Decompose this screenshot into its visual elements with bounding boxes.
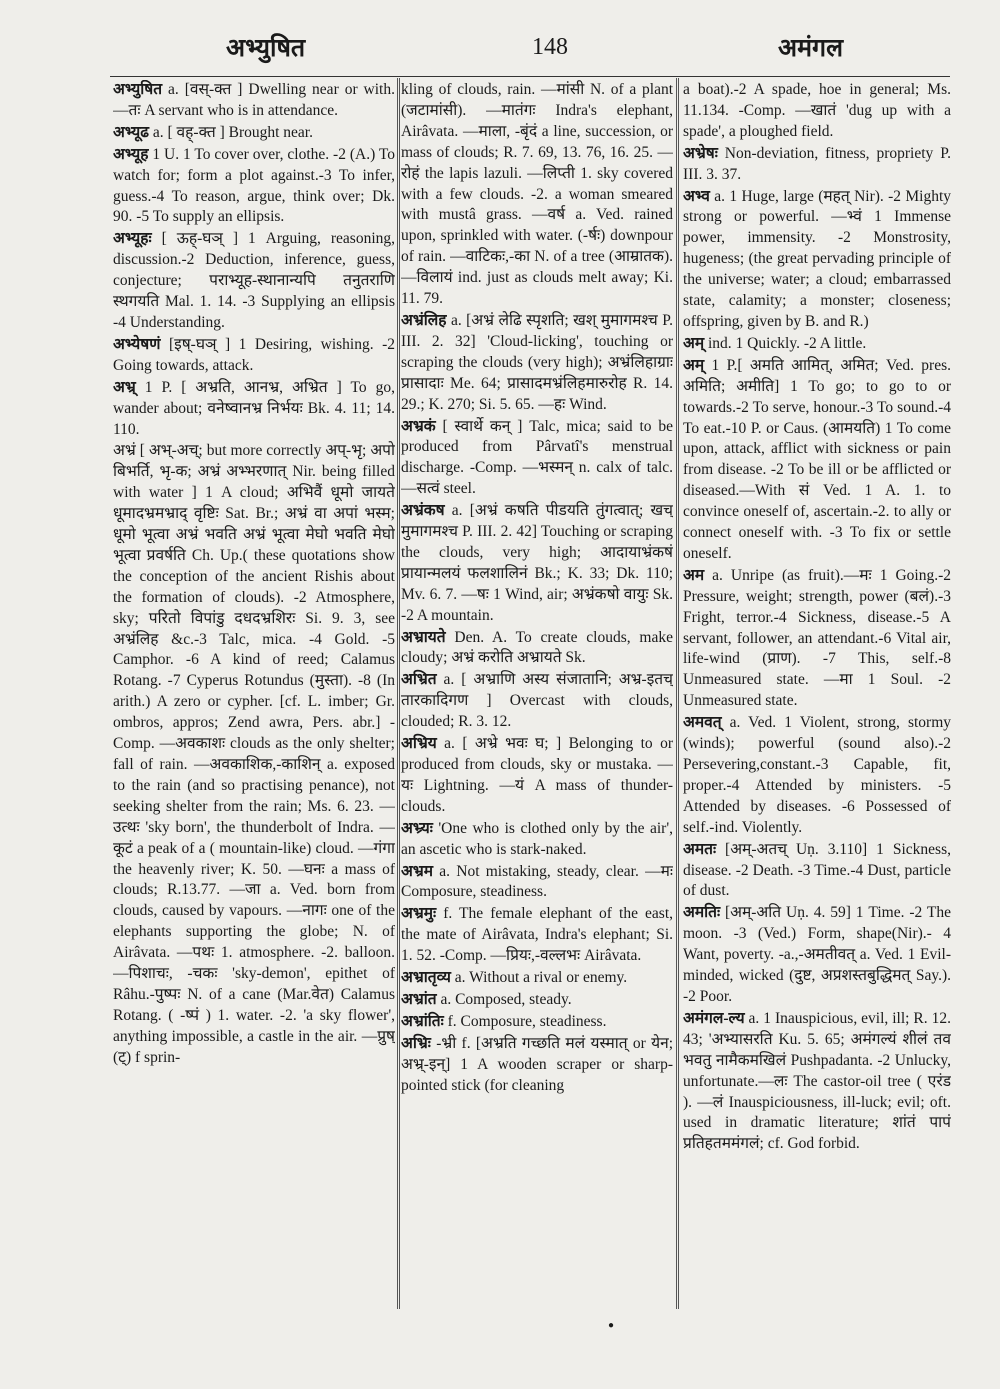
entry-definition: 1 U. 1 To cover over, clothe. -2 (A.) To watch for; form a plot against.-3 To infer, guess.-4 To reason, argue, think over; Dk. 90. -5 To supply an ellipsis.: [113, 145, 395, 226]
entry-headword: अभ्रम: [401, 862, 434, 880]
entry-definition: [अम्-अतच् Uṇ. 3.110] 1 Sickness, disease. -2 Death. -3 Time.-4 Dust, particle of dust.: [683, 840, 951, 900]
dictionary-entry: [683, 840, 951, 903]
entry-definition: ind. 1 Quickly. -2 A little.: [704, 334, 867, 352]
entry-definition: 1 P. [ अभ्रति, आनभ्र, अभ्रित ] To go, wander about; वनेष्वानभ्र निर्भयः Bk. 4. 11; 14. 110.: [113, 378, 395, 438]
entry-definition: 1 P.[ अमति आमित्, अमित; Ved. pres. अमिति; अमीति] 1 To go; to go to or towards.-2 To serve, honour.-3 To sound.-4 To eat.-10 P. or Caus. (आमयति) 1 To come upon, attack, afflict with sickness or pain from disease. -2 To be ill or be afflicted or diseased.—With सं Ved. 1 A. 1. to convince oneself of, ascertain.-2. to ally or connect oneself with. -3 To fix or settle oneself.: [683, 356, 951, 562]
entry-headword: अभ्र्: [113, 378, 136, 396]
column-divider: [676, 78, 677, 1309]
entry-definition: kling of clouds, rain. —मांसी N. of a plant (जटामांसी). —मातंगः Indra's elephant, Airâvata. —माला, -बृंदं a line, succession, or mass of clouds; R. 7. 69, 13. 76, 16. 25. —रोहं the lapis lazuli. —लिप्ती 1. sky covered with a few clouds. -2. a woman smeared with mustâ grass. —वर्ष a. Ved. rained upon, sprinkled with water. (-र्षः) downpour of rain. —वाटिकः,-का N. of a tree (आम्रातक). —विलायं ind. just as clouds melt away; Ki. 11. 79.: [401, 81, 673, 308]
dictionary-entry: [113, 378, 395, 441]
entry-definition: a. Unripe (as fruit).—मः 1 Going.-2 Pressure, weight; strength, power (बलं).-3 Fright, terror.-4 Sickness, disease.-5 A servant, follower, an attendant.-6 Vital air, life-wind (प्राण). -7 This, self.-8 Unmeasured state. —मा 1 Soul. -2 Unmeasured state.: [683, 566, 951, 710]
entry-definition: a. Composed, steady.: [436, 990, 572, 1008]
header-right-guideword: अमंगल: [778, 35, 844, 62]
entry-headword: अमतिः: [683, 904, 721, 922]
entry-headword: अम्: [683, 334, 705, 352]
entry-headword: अम: [683, 566, 705, 584]
entry-headword: अमतः: [683, 840, 717, 858]
entry-headword: अभ्रमुः: [401, 905, 437, 923]
entry-headword: अभ्यूढ: [113, 123, 150, 141]
entry-headword: अभ्रंकष: [401, 502, 445, 520]
entry-headword: अभ्रकं: [401, 417, 436, 435]
page-header: [0, 0, 1000, 74]
entry-definition: [इष्-घञ् ] 1 Desiring, wishing. -2 Going towards, attack.: [113, 335, 395, 374]
entry-definition: [अम्-अति Uṇ. 4. 59] 1 Time. -2 The moon. -3 (Ved.) Form, shape(Nir).- 4 Want, poverty. -a.,-अमतीवत् a. Ved. 1 Evil-minded, wicked (दुष्ट, अप्रशस्तबुद्धिमत् Say.). -2 Poor.: [683, 904, 951, 1005]
column-3: [683, 80, 951, 1309]
column-divider: [397, 78, 398, 1309]
entry-definition: a. 1 Inauspicious, evil, ill; R. 12. 43; 'अभ्यासरति Ku. 5. 65; अमंगल्यं शीलं तव भवतु नामैकमखिलं Pushpadanta. -2 Unlucky, unfortunate.—लः The castor-oil tree ( एरंड ). —लं Inauspiciousness, ill-luck; evil; oft. used in dramatic literature; शांतं पापं प्रतिहतममंगलं; cf. God forbid.: [683, 1009, 951, 1153]
page-mark: ●: [608, 1320, 615, 1331]
dictionary-entry: [401, 628, 673, 670]
dictionary-entry: [683, 187, 951, 333]
entry-definition: a. [ अभ्रे भवः घ; ] Belonging to or produced from clouds, sky or mustaka. —यः Lightning. —यं A mass of thunder-clouds.: [401, 735, 673, 815]
entry-definition: a. 1 Huge, large (महत् Nir). -2 Mighty strong or powerful. —भ्वं 1 Immense power, immensity. -2 Monstrosity, hugeness; (the great pervading principle of the universe; water; a cloud; embarrassed state, calamity; a monster; closeness; offspring, given by B. and R.): [683, 187, 951, 330]
column-1: [113, 80, 395, 1309]
column-2: [401, 80, 673, 1309]
dictionary-entry: [113, 80, 395, 122]
entry-definition: a. [वस्-क्त ] Dwelling near or with. —तः A servant who is in attendance.: [113, 81, 395, 119]
column-divider: [678, 78, 679, 1309]
dictionary-entry: [113, 441, 395, 1068]
page-number: 148: [532, 34, 568, 60]
entry-definition: a. Not mistaking, steady, clear. —मः Composure, steadiness.: [401, 862, 673, 901]
dictionary-entry: [113, 123, 395, 144]
entry-headword: अभ्यूह: [113, 145, 149, 163]
entry-headword: अभ्रंलिह: [401, 311, 447, 329]
entry-headword: अभ्रांत: [401, 990, 437, 1008]
entry-headword: अभ्व: [683, 187, 710, 205]
entry-headword: अभ्रित: [401, 671, 437, 689]
dictionary-entry: [113, 145, 395, 229]
entry-definition: a boat).-2 A spade, hoe in general; Ms. 11.134. -Comp. —खातं 'dug up with a spade', a ploughed field.: [683, 81, 951, 140]
entry-headword: अभ्रातृव्य: [401, 969, 451, 987]
entry-headword: अमवत्: [683, 714, 722, 732]
entry-definition: अभ्रं [ अभ्-अच्; but more correctly अप्-भृ; अपो बिभर्ति, भृ-क; अभ्रं अभ्भरणात् Nir. being filled with water ] 1 A cloud; अभिवैं धूमो जायते धूमादभ्रमभ्राद् वृष्टिः Sat. Br.; अभ्रं वा अपां भस्म; धूमो भूत्वा अभ्रं भवति अभ्रं भूत्वा मेघो भवति मेघो भूत्वा प्रवर्षति Ch. Up.( these quotations show the conception of the ancient Rishis about the formation of clouds). -2 Atmosphere, sky; परितो विपांडु दधदभ्रशिरः Si. 9. 3, see अभ्रंलिह &c.-3 Talc, mica. -4 Gold. -5 Camphor. -6 A kind of reed; Calamus Rotang. -7 Cyperus Rotundus (मुस्ता). -8 (In arith.) A zero or cypher. [cf. L. imber; Gr. ombros, appros; Zend awra, Pers. abr.] -Comp. —अवकाशः clouds as the only shelter; fall of rain. —अवकाशिक,-काशिन् a. exposed to the rain (and so practising penance), not seeking shelter from the rain; Ms. 6. 23. —उत्थः 'sky born', the thunderbolt of Indra. —कूटं a peak of a ( mountain-like) cloud. —गंगा the heavenly river; K. 50. —घनः a mass of clouds; R.13.77. —जा a. Ved. born from clouds, caused by vapours. —नागः one of the elephants supporting the globe; N. of Airâvata. —पथः 1. atmosphere. -2. balloon. —पिशाचः, -चकः 'sky-demon', epithet of Râhu.-पुष्पः N. of a cane (Mar.वेत) Calamus Rotang. ( -ष्पं ) 1. water. -2. 'a sky flower', anything impossible, a castle in the air. —प्रुष् (ट्) f sprin-: [113, 442, 395, 1066]
entry-definition: a. [ वह्-क्त ] Brought near.: [149, 123, 313, 141]
dictionary-entry: [401, 734, 673, 818]
dictionary-entry: [401, 968, 673, 989]
dictionary-entry: [401, 819, 673, 861]
dictionary-entry: [113, 229, 395, 334]
dictionary-entry: [401, 904, 673, 967]
entry-definition: [ स्वार्थे कन् ] Talc, mica; said to be produced from Pârvatî's menstrual discharge. -Comp. —भस्मन् n. calx of talc. —सत्वं steel.: [401, 417, 673, 498]
dictionary-entry: [683, 80, 951, 143]
dictionary-entry: [401, 501, 673, 626]
entry-definition: Non-deviation, fitness, propriety P. III. 3. 37.: [683, 144, 951, 183]
dictionary-entry: [401, 1012, 673, 1033]
dictionary-entry: [683, 566, 951, 712]
dictionary-entry: [113, 335, 395, 377]
dictionary-entry: [401, 417, 673, 501]
dictionary-entry: [401, 862, 673, 904]
entry-definition: f. Composure, steadiness.: [443, 1012, 607, 1030]
dictionary-entry: [401, 1034, 673, 1097]
dictionary-entry: [401, 311, 673, 416]
dictionary-entry: [401, 990, 673, 1011]
entry-headword: अभ्रिय: [401, 735, 437, 753]
dictionary-entry: [683, 144, 951, 186]
entry-headword: अभ्यूहः: [113, 230, 152, 248]
header-left-guideword: अभ्युषित: [226, 35, 306, 62]
dictionary-entry: [683, 1009, 951, 1155]
entry-definition: 'One who is clothed only by the air', an ascetic who is stark-naked.: [401, 819, 673, 858]
entry-definition: [ ऊह्-घञ् ] 1 Arguing, reasoning, discussion.-2 Deduction, inference, guess, conjecture; पराभ्यूह-स्थानान्यपि तनुतराणि स्थगयति Mal. 1. 14. -3 Supplying an ellipsis -4 Understanding.: [113, 230, 395, 331]
entry-headword: अभ्र्यः: [401, 819, 433, 837]
entry-headword: अभ्युषित: [113, 81, 163, 98]
entry-headword: अभ्येषणं: [113, 335, 161, 353]
dictionary-entry: [683, 903, 951, 1008]
dictionary-entry: [683, 713, 951, 838]
dictionary-entry: [683, 334, 951, 355]
entry-headword: अमंगल-ल्य: [683, 1009, 745, 1027]
dictionary-entry: [401, 80, 673, 310]
column-divider: [399, 78, 400, 1309]
entry-definition: f. The female elephant of the east, the mate of Airâvata, Indra's elephant; Si. 1. 52. -Comp. —प्रियः,-वल्लभः Airâvata.: [401, 905, 673, 965]
entry-definition: a. Without a rival or enemy.: [450, 969, 628, 987]
entry-definition: a. [ अभ्राणि अस्य संजातानि; अभ्र-इतच् तारकादिगण ] Overcast with clouds, clouded; R. 3. 12.: [401, 671, 673, 731]
entry-headword: अभ्रिः: [401, 1034, 431, 1052]
entry-headword: अभ्रेषः: [683, 144, 718, 162]
dictionary-entry: [683, 356, 951, 565]
entry-definition: a. [अभ्रं कषति पीडयति तुंगत्वात्; खच् मुमागमश्च P. III. 2. 42] Touching or scraping the clouds, very high; आदायाभ्रंकषं प्रायान्मलयं फलशालिनं Bk.; K. 33; Dk. 110; Mv. 6. 7. —षः 1 Wind, air; अभ्रंकषो वायुः Sk. -2 A mountain.: [401, 502, 673, 624]
entry-headword: अभ्रायते: [401, 628, 446, 646]
entry-definition: a. Ved. 1 Violent, strong, stormy (winds); powerful (sound also).-2 Persevering,constant.-3 Capable, fit, proper.-4 Attended by ministers. -5 Attended by diseases. -6 Possessed of self.-ind. Violently.: [683, 714, 951, 836]
entry-headword: अम्: [683, 356, 705, 374]
entry-definition: -भ्री f. [अभ्रति गच्छति मलं यस्मात् or येन; अभ्र्-इन्] 1 A wooden scraper or sharp-pointed stick (for cleaning: [401, 1034, 673, 1094]
entry-definition: a. [अभ्रं लेढि स्पृशति; खश् मुमागमश्च P. III. 2. 32] 'Cloud-licking', touching or scraping the clouds (very high); अभ्रंलिहाग्राः प्रासादाः Me. 64; प्रासादमभ्रंलिहमारुरोह R. 14. 29.; K. 270; Si. 5. 65. —हः Wind.: [401, 311, 673, 413]
entry-headword: अभ्रांतिः: [401, 1012, 444, 1030]
header-rule: [110, 76, 950, 77]
entry-definition: Den. A. To create clouds, make cloudy; अभ्रं करोति अभ्रायते Sk.: [401, 628, 673, 667]
dictionary-entry: [401, 670, 673, 733]
